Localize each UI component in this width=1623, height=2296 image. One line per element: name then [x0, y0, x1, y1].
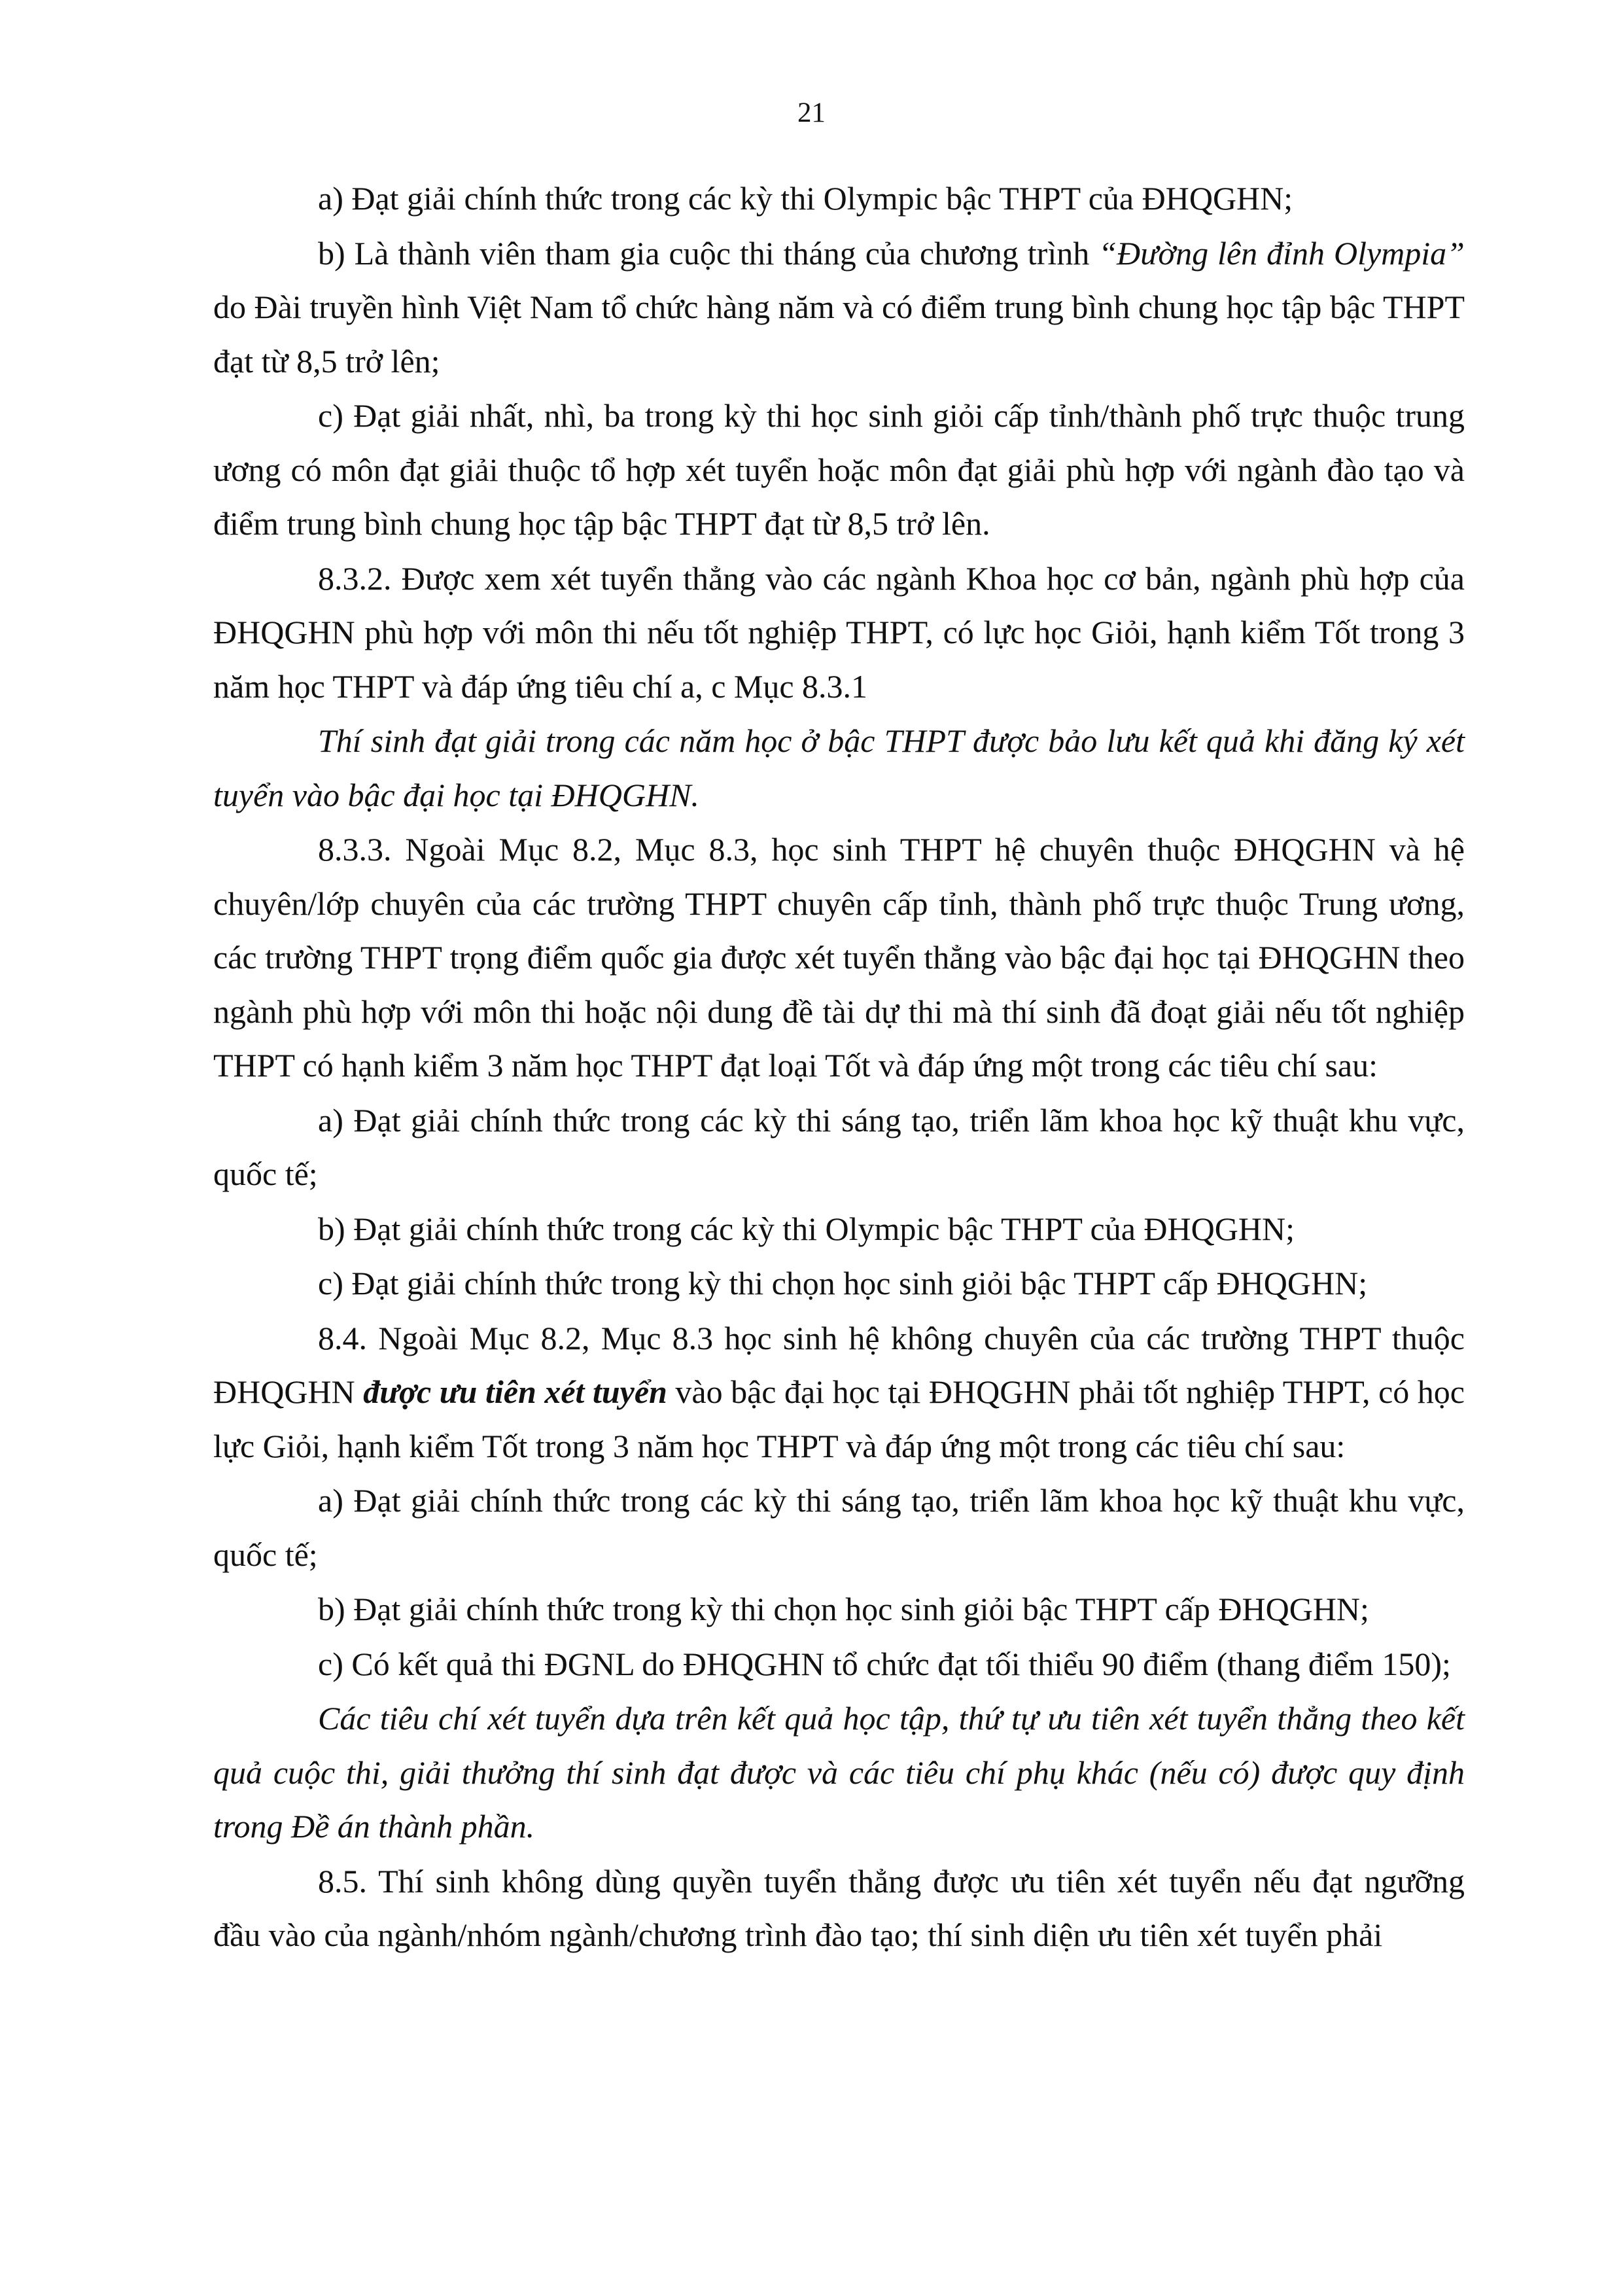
paragraph-8-3-1-b	[213, 226, 1465, 389]
note-paragraph: Thí sinh đạt giải trong các năm học ở bậc THPT được bảo lưu kết quả khi đăng ký xét tuyển vào bậc đại học tại ĐHQGHN.	[213, 722, 1465, 813]
paragraph-8-4-a: a) Đạt giải chính thức trong các kỳ thi sáng tạo, triển lãm khoa học kỹ thuật khu vực, quốc tế;	[213, 1482, 1465, 1573]
document-body	[213, 171, 1465, 1962]
paragraph-8-3-1-a: a) Đạt giải chính thức trong các kỳ thi Olympic bậc THPT của ĐHQGHN;	[318, 180, 1293, 217]
paragraph-text: do Đài truyền hình Việt Nam tổ chức hàng năm và có điểm trung bình chung học tập bậc THPT đạt từ 8,5 trở lên;	[213, 289, 1465, 380]
criteria-note-paragraph: Các tiêu chí xét tuyển dựa trên kết quả học tập, thứ tự ưu tiên xét tuyển thẳng theo kết quả cuộc thi, giải thưởng thí sinh đạt được và các tiêu chí phụ khác (nếu có) được quy định trong Đề án thành phần.	[213, 1700, 1465, 1845]
emphasis-text: được ưu tiên xét tuyển	[363, 1373, 667, 1410]
paragraph-8-5: 8.5. Thí sinh không dùng quyền tuyển thẳng được ưu tiên xét tuyển nếu đạt ngưỡng đầu vào của ngành/nhóm ngành/chương trình đào tạo; thí sinh diện ưu tiên xét tuyển phải	[213, 1862, 1465, 1953]
paragraph-8-3-3-b: b) Đạt giải chính thức trong các kỳ thi Olympic bậc THPT của ĐHQGHN;	[318, 1210, 1295, 1247]
program-name: “Đường lên đỉnh Olympia”	[1098, 234, 1465, 272]
paragraph-text: vào bậc đại học tại ĐHQGHN phải tốt nghiệp THPT, có học lực Giỏi, hạnh kiểm Tốt trong 3 năm học THPT và đáp ứng một trong các tiêu chí sau:	[213, 1373, 1465, 1464]
paragraph-8-3-1-c: c) Đạt giải nhất, nhì, ba trong kỳ thi học sinh giỏi cấp tỉnh/thành phố trực thuộc trung ương có môn đạt giải thuộc tổ hợp xét tuyển hoặc môn đạt giải phù hợp với ngành đào tạo và điểm trung bình chung học tập bậc THPT đạt từ 8,5 trở lên.	[213, 397, 1465, 542]
paragraph-8-4	[213, 1311, 1465, 1474]
paragraph-8-3-3: 8.3.3. Ngoài Mục 8.2, Mục 8.3, học sinh THPT hệ chuyên thuộc ĐHQGHN và hệ chuyên/lớp chuyên của các trường THPT chuyên cấp tỉnh, thành phố trực thuộc Trung ương, các trường THPT trọng điểm quốc gia được xét tuyển thẳng vào bậc đại học tại ĐHQGHN theo ngành phù hợp với môn thi hoặc nội dung đề tài dự thi mà thí sinh đã đoạt giải nếu tốt nghiệp THPT có hạnh kiểm 3 năm học THPT đạt loại Tốt và đáp ứng một trong các tiêu chí sau:	[213, 831, 1465, 1084]
paragraph-8-3-3-c: c) Đạt giải chính thức trong kỳ thi chọn học sinh giỏi bậc THPT cấp ĐHQGHN;	[318, 1265, 1368, 1301]
paragraph-8-3-3-a: a) Đạt giải chính thức trong các kỳ thi sáng tạo, triển lãm khoa học kỹ thuật khu vực, quốc tế;	[213, 1101, 1465, 1192]
page-number: 21	[797, 97, 826, 128]
paragraph-text: b) Là thành viên tham gia cuộc thi tháng của chương trình	[318, 234, 1099, 272]
paragraph-8-3-2: 8.3.2. Được xem xét tuyển thẳng vào các ngành Khoa học cơ bản, ngành phù hợp của ĐHQGHN phù hợp với môn thi nếu tốt nghiệp THPT, có lực học Giỏi, hạnh kiểm Tốt trong 3 năm học THPT và đáp ứng tiêu chí a, c Mục 8.3.1	[213, 559, 1465, 705]
paragraph-8-4-b: b) Đạt giải chính thức trong kỳ thi chọn học sinh giỏi bậc THPT cấp ĐHQGHN;	[318, 1591, 1369, 1627]
paragraph-8-4-c: c) Có kết quả thi ĐGNL do ĐHQGHN tổ chức đạt tối thiểu 90 điểm (thang điểm 150);	[318, 1645, 1451, 1682]
paragraph-text: 8.4. Ngoài Mục 8.2, Mục 8.3 học sinh hệ không chuyên của các trường THPT thuộc ĐHQGHN	[213, 1319, 1465, 1410]
